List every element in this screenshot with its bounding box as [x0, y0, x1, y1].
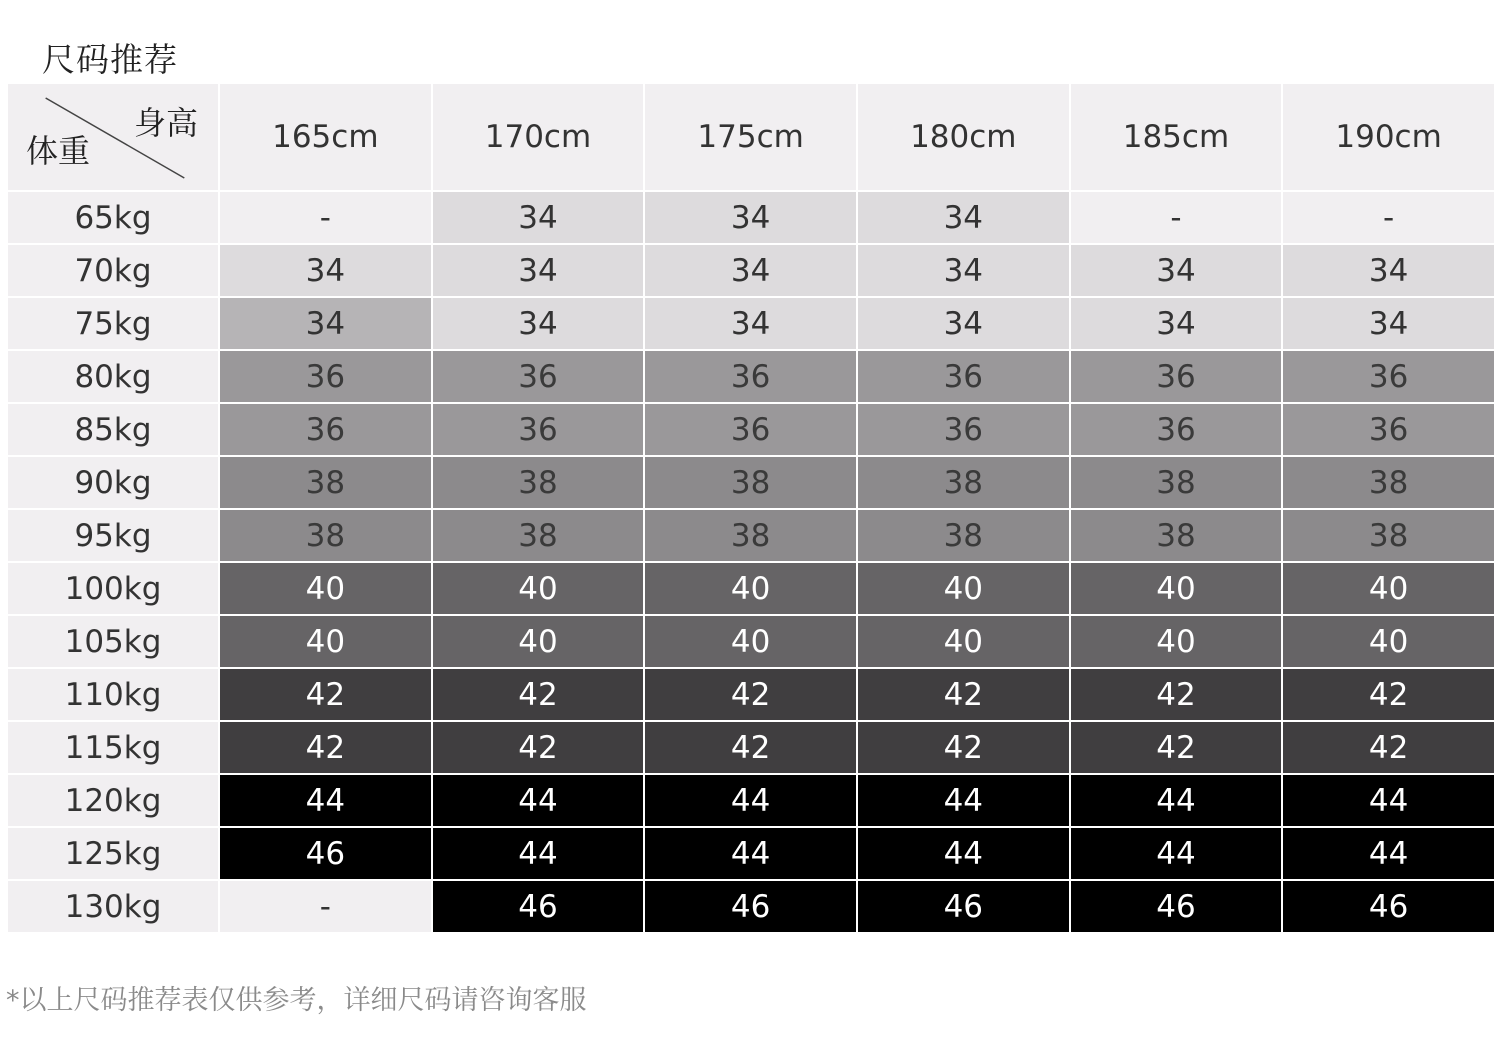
table-row	[7, 827, 1495, 880]
size-cell: 42	[1070, 721, 1283, 774]
size-cell: 36	[1282, 350, 1495, 403]
height-axis-label: 身高	[133, 104, 198, 142]
table-row	[7, 403, 1495, 456]
size-cell: 42	[857, 721, 1070, 774]
size-cell: 44	[644, 827, 857, 880]
weight-row-header: 105kg	[7, 615, 219, 668]
size-cell: 36	[219, 350, 432, 403]
weight-row-header: 95kg	[7, 509, 219, 562]
size-cell: -	[1070, 191, 1283, 244]
size-cell: 36	[432, 350, 645, 403]
weight-row-header: 80kg	[7, 350, 219, 403]
size-cell: 40	[644, 562, 857, 615]
size-cell: 38	[857, 456, 1070, 509]
size-cell: 34	[1070, 297, 1283, 350]
weight-row-header: 90kg	[7, 456, 219, 509]
size-cell: 36	[644, 403, 857, 456]
size-cell: 36	[1282, 403, 1495, 456]
header-row	[7, 83, 1495, 191]
weight-row-header: 115kg	[7, 721, 219, 774]
size-cell: 46	[219, 827, 432, 880]
size-cell: 38	[432, 509, 645, 562]
size-cell: 34	[432, 297, 645, 350]
size-cell: 42	[432, 721, 645, 774]
size-cell: 34	[644, 297, 857, 350]
size-cell: 42	[644, 721, 857, 774]
weight-row-header: 65kg	[7, 191, 219, 244]
size-cell: 36	[219, 403, 432, 456]
size-cell: -	[219, 191, 432, 244]
size-cell: 38	[857, 509, 1070, 562]
height-header-cell: 175cm	[644, 83, 857, 191]
size-cell: 40	[1282, 562, 1495, 615]
table-body	[7, 191, 1495, 933]
table-row	[7, 509, 1495, 562]
table-row	[7, 297, 1495, 350]
size-cell: 42	[644, 668, 857, 721]
weight-axis-label: 体重	[26, 132, 91, 170]
table-row	[7, 668, 1495, 721]
size-cell: 40	[644, 615, 857, 668]
size-cell: 44	[1282, 827, 1495, 880]
size-cell: 34	[1070, 244, 1283, 297]
table-row	[7, 191, 1495, 244]
size-cell: 44	[1070, 774, 1283, 827]
height-header-cell: 185cm	[1070, 83, 1283, 191]
weight-row-header: 75kg	[7, 297, 219, 350]
size-cell: 40	[432, 562, 645, 615]
size-cell: 36	[857, 350, 1070, 403]
size-cell: 46	[432, 880, 645, 933]
weight-row-header: 85kg	[7, 403, 219, 456]
size-cell: 34	[644, 244, 857, 297]
size-cell: 42	[1282, 721, 1495, 774]
size-cell: 38	[1282, 509, 1495, 562]
weight-row-header: 125kg	[7, 827, 219, 880]
weight-row-header: 100kg	[7, 562, 219, 615]
size-cell: 44	[219, 774, 432, 827]
size-recommendation-table	[6, 82, 1496, 934]
size-cell: 40	[1282, 615, 1495, 668]
page-title: 尺码推荐	[42, 40, 178, 79]
height-header-cell: 180cm	[857, 83, 1070, 191]
size-cell: 38	[219, 509, 432, 562]
height-header-cell: 165cm	[219, 83, 432, 191]
size-cell: 46	[1282, 880, 1495, 933]
size-cell: 34	[219, 244, 432, 297]
size-cell: 34	[857, 297, 1070, 350]
size-cell: 42	[432, 668, 645, 721]
size-cell: 46	[857, 880, 1070, 933]
size-cell: 44	[1070, 827, 1283, 880]
size-cell: 34	[1282, 244, 1495, 297]
size-cell: 44	[857, 774, 1070, 827]
size-cell: 34	[857, 244, 1070, 297]
size-cell: 38	[1070, 509, 1283, 562]
size-cell: 42	[1070, 668, 1283, 721]
size-cell: 36	[1070, 350, 1283, 403]
footnote: *以上尺码推荐表仅供参考，详细尺码请咨询客服	[6, 985, 587, 1016]
size-cell: 46	[1070, 880, 1283, 933]
size-cell: 38	[432, 456, 645, 509]
size-cell: 44	[432, 774, 645, 827]
size-cell: 42	[219, 668, 432, 721]
size-cell: 40	[1070, 615, 1283, 668]
size-cell: 40	[857, 615, 1070, 668]
size-cell: 36	[857, 403, 1070, 456]
size-cell: 40	[1070, 562, 1283, 615]
size-cell: 42	[219, 721, 432, 774]
size-cell: 34	[432, 191, 645, 244]
table-row	[7, 721, 1495, 774]
size-cell: 36	[644, 350, 857, 403]
size-cell: 42	[1282, 668, 1495, 721]
table-row	[7, 615, 1495, 668]
size-cell: 44	[644, 774, 857, 827]
size-cell: 38	[1282, 456, 1495, 509]
corner-cell	[7, 83, 219, 191]
size-cell: 38	[644, 509, 857, 562]
size-cell: 44	[432, 827, 645, 880]
size-cell: 36	[1070, 403, 1283, 456]
size-cell: -	[219, 880, 432, 933]
height-header-cell: 170cm	[432, 83, 645, 191]
size-cell: 38	[1070, 456, 1283, 509]
weight-row-header: 70kg	[7, 244, 219, 297]
weight-row-header: 120kg	[7, 774, 219, 827]
table-row	[7, 456, 1495, 509]
size-cell: 34	[644, 191, 857, 244]
weight-row-header: 110kg	[7, 668, 219, 721]
size-cell: 34	[857, 191, 1070, 244]
table-row	[7, 350, 1495, 403]
size-cell: 44	[857, 827, 1070, 880]
size-cell: 46	[644, 880, 857, 933]
weight-row-header: 130kg	[7, 880, 219, 933]
size-cell: 38	[219, 456, 432, 509]
table-row	[7, 244, 1495, 297]
table-row	[7, 880, 1495, 933]
size-cell: 38	[644, 456, 857, 509]
size-cell: 36	[432, 403, 645, 456]
size-cell: 40	[432, 615, 645, 668]
size-cell: 42	[857, 668, 1070, 721]
size-cell: 40	[857, 562, 1070, 615]
size-cell: 34	[1282, 297, 1495, 350]
size-cell: 34	[219, 297, 432, 350]
size-cell: 34	[432, 244, 645, 297]
table-row	[7, 774, 1495, 827]
height-header-cell: 190cm	[1282, 83, 1495, 191]
size-cell: 40	[219, 562, 432, 615]
size-cell: 44	[1282, 774, 1495, 827]
table-row	[7, 562, 1495, 615]
size-cell: -	[1282, 191, 1495, 244]
size-cell: 40	[219, 615, 432, 668]
